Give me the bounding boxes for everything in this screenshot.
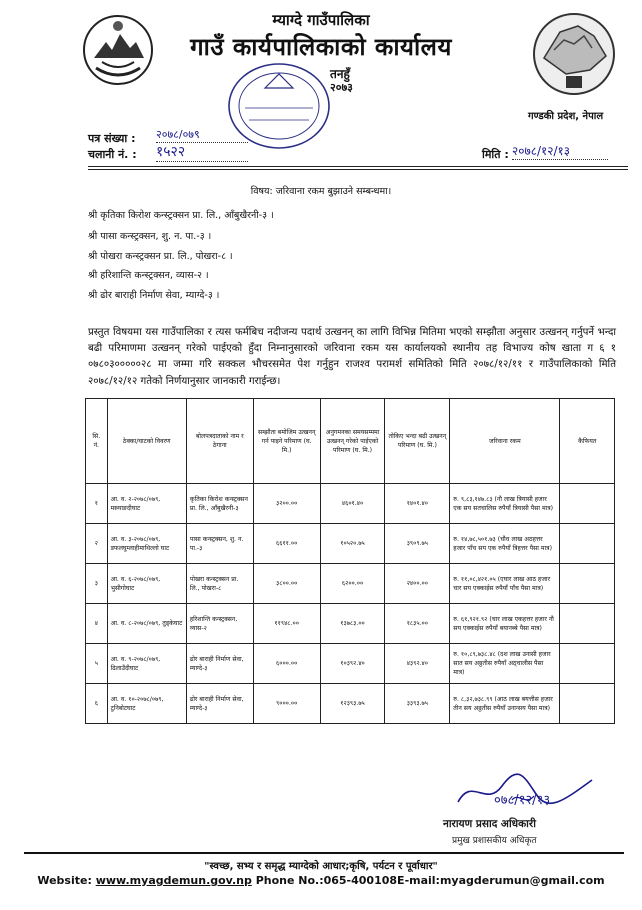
cell-fine: रु. १०,८९,७३८.४८ (दश लाख उनासी हजार सात सय अठ्ठतीस रुपैयाँ अठ्चालीस पैसा मात्र): [450, 644, 560, 684]
establishment-year: २०७३: [330, 81, 353, 94]
table-row: [86, 524, 615, 564]
footer-contact: [0, 874, 642, 887]
cell-allowed: ९०००.००: [253, 684, 320, 724]
cell-sn: १: [86, 484, 108, 524]
dispatch-number-label: चलानी नं. :: [88, 148, 137, 161]
col-header-remarks: कैफियत: [560, 399, 615, 484]
footer-slogan: "स्वच्छ, सभ्य र समृद्ध म्याग्देको आधार;कृषि, पर्यटन र पूर्वाधार": [204, 861, 438, 872]
cell-sn: ४: [86, 604, 108, 644]
recipient-2: श्री पासा कन्स्ट्रक्सन, शु. न. पा.-३ ।: [88, 231, 212, 242]
cell-fine: रु. ११,०८,४२१.०५ (एघार लाख आठ हजार चार सय एक्काईस रुपैयाँ पाँच पैसा मात्र): [450, 564, 560, 604]
col-header-sn: सि. नं.: [86, 399, 108, 484]
cell-excavated: १२३९३.७५: [320, 684, 385, 724]
cell-remarks: [560, 564, 615, 604]
table-row: [86, 484, 615, 524]
cell-allowed: ६०००.००: [253, 644, 320, 684]
cell-remarks: [560, 604, 615, 644]
cell-allowed: ३८००.००: [253, 564, 320, 604]
cell-bidder: पोखरा कन्स्ट्रक्सन प्रा. लि., पोखरा-८: [186, 564, 253, 604]
cell-sn: २: [86, 524, 108, 564]
cell-excavated: ६२००.००: [320, 564, 385, 604]
cell-allowed: ११९४८.००: [253, 604, 320, 644]
cell-excavated: १०५२०.७५: [320, 524, 385, 564]
cell-remarks: [560, 484, 615, 524]
table-row: [86, 684, 615, 724]
fine-table: [85, 398, 615, 724]
cell-remarks: [560, 524, 615, 564]
letter-number-label: पत्र संख्या :: [88, 132, 136, 145]
cell-excess: १८३५.००: [385, 604, 450, 644]
recipient-4: श्री हरिशान्ति कन्स्ट्रक्सन, व्यास-२ ।: [88, 270, 209, 281]
cell-excess: ३९०९.७५: [385, 524, 450, 564]
cell-contract: आ. व. ९-२०७८/०७९, ढिलाउँदीघाट: [107, 644, 186, 684]
footer-divider: [24, 852, 624, 854]
website-link[interactable]: www.myagdemun.gov.np: [95, 874, 252, 887]
cell-excess: १४०१.४०: [385, 484, 450, 524]
cell-bidder: कृतिका किरोश कन्स्ट्रक्सन प्रा. लि., आँबुखैरनी-३: [186, 484, 253, 524]
cell-contract: आ. व. ८-२०७८/०७९, तुड्केघाट: [107, 604, 186, 644]
letter-number-value: २०७८/०७९: [156, 127, 248, 143]
municipality-name: म्याग्दे गाउँपालिका: [272, 11, 370, 29]
cell-remarks: [560, 644, 615, 684]
table-row: [86, 604, 615, 644]
table-row: [86, 644, 615, 684]
cell-sn: ५: [86, 644, 108, 684]
recipient-1: श्री कृतिका किरोश कन्स्ट्रक्सन प्रा. लि., आँबुखैरनी-३ ।: [88, 210, 274, 221]
cell-excess: ३३९३.७५: [385, 684, 450, 724]
cell-allowed: ३२००.००: [253, 484, 320, 524]
header-divider: [88, 166, 628, 167]
cell-excavated: ४६०१.४०: [320, 484, 385, 524]
header-divider-2: [88, 169, 628, 170]
cell-excavated: १०३९२.४०: [320, 644, 385, 684]
cell-sn: ६: [86, 684, 108, 724]
col-header-excavated: अनुगमनका समयसम्ममा उत्खनन् गरेको पाईएको परिमाण (घ. मि.): [320, 399, 385, 484]
date-value: २०७८/१२/१३: [512, 142, 608, 160]
cell-fine: रु. ८,३२,७३८.९९ (आठ लाख बयत्तीस हजार तीन सय अठ्ठतीस रुपैयाँ उनान्सय पैसा मात्र): [450, 684, 560, 724]
signatory-name: नारायण प्रसाद अधिकारी: [443, 818, 536, 830]
cell-contract: आ. व. १०-२०७८/०७९, टुनिबोटघाट: [107, 684, 186, 724]
subject-line: विषय: जरिवाना रकम बुझाउने सम्बन्धमा।: [250, 186, 392, 197]
cell-excess: ४३९२.४०: [385, 644, 450, 684]
cell-bidder: हरिशान्ति कन्स्ट्रक्सन, व्यास-२: [186, 604, 253, 644]
col-header-fine: जरिवाना रकम: [450, 399, 560, 484]
cell-bidder: पासा कन्स्ट्रक्सन, शु. न. पा.-३: [186, 524, 253, 564]
signatory-title: प्रमुख प्रशासकीय अधिकृत: [452, 836, 537, 846]
table-row: [86, 564, 615, 604]
col-header-excess: तोकिए भन्दा बढी उत्खनन् परिमाण (घ. मि.): [385, 399, 450, 484]
cell-sn: ३: [86, 564, 108, 604]
col-header-contract: ठेक्का/घाटको विवरण: [107, 399, 186, 484]
cell-contract: आ. व. ३-२०७८/०७९, डफलघुम्लाहीमाथिल्लो घाट: [107, 524, 186, 564]
cell-bidder: ढोर बाराही निर्माण सेवा, म्याग्दे-३: [186, 644, 253, 684]
cell-excavated: १३७८३.००: [320, 604, 385, 644]
table-header-row: [86, 399, 615, 484]
district-name: तनहुँ: [330, 67, 350, 81]
cell-fine: रु. ६१,९२१.९२ (चार लाख एकहत्तर हजार नौ सय एक्काईस रुपैयाँ बयानब्बे पैसा मात्र): [450, 604, 560, 644]
cell-fine: रु. ९,८३,१४७.८३ (नौ लाख त्रियासी हजार एक सय सतचालिस रुपैयाँ त्रियासी पैसा मात्र): [450, 484, 560, 524]
cell-allowed: ६६११.००: [253, 524, 320, 564]
cell-remarks: [560, 684, 615, 724]
dispatch-number-value: १५२२: [156, 142, 248, 162]
col-header-allowed: सम्झौता बमोजिम उत्खनन् गर्न पाइने परिमाण (घ. मि.): [253, 399, 320, 484]
cell-contract: आ. व. २-२०७८/०७९, मस्र्याङदीघाट: [107, 484, 186, 524]
cell-contract: आ. व. ६-२०७८/०७९, भुसीगोघाट: [107, 564, 186, 604]
office-title: गाउँ कार्यपालिकाको कार्यालय: [190, 33, 452, 61]
cell-fine: रु. १४,७८,५०१.७३ (चौध लाख अठहत्तर हजार पाँच सय एक रुपैयाँ त्रिहत्तर पैसा मात्र): [450, 524, 560, 564]
recipient-3: श्री पोखरा कन्स्ट्रक्सन प्रा. लि., पोखरा-८ ।: [88, 251, 233, 262]
website-label: Website:: [37, 874, 92, 887]
phone-email: Phone No.:065-400108E-mail:myagderumun@gmail.com: [255, 874, 605, 887]
body-paragraph: प्रस्तुत विषयमा यस गाउँपालिका र त्यस फर्मबिच नदीजन्य पदार्थ उत्खनन् का लागि विभिन्न मितिमा भएको सम्झौता अनुसार उत्खनन् गर्नुपर्ने भन्दा बढी परिमाणमा उत्खनन् गरेको पाईएको हुँदा निम्नानुसारको जरिवाना रकम यस कार्यालयको स्थानीय तह विभाज्य कोष खाता ग ६ १ ०७८०३०००००२८ मा जम्मा गरि सक्कल भौचरसमेत पेश गर्नुहुन राजश्व परामर्श समितिको मिति २०७८/१२/११ र गाउँपालिकाको मिति २०७८/१२/१२ गतेको निर्णयानुसार जानकारी गराईन्छ।: [88, 327, 616, 387]
col-header-bidder: बोलपत्रदाताको नाम र ठेगाना: [186, 399, 253, 484]
signature-date: ०७८/१२/१३: [494, 793, 551, 808]
province-name: गण्डकी प्रदेश, नेपाल: [528, 111, 604, 122]
cell-excess: २४००.००: [385, 564, 450, 604]
date-label: मिति :: [482, 148, 509, 161]
recipient-5: श्री ढोर बाराही निर्माण सेवा, म्याग्दे-३ ।: [88, 290, 220, 301]
cell-bidder: ढोर बाराही निर्माण सेवा, म्याग्दे-३: [186, 684, 253, 724]
